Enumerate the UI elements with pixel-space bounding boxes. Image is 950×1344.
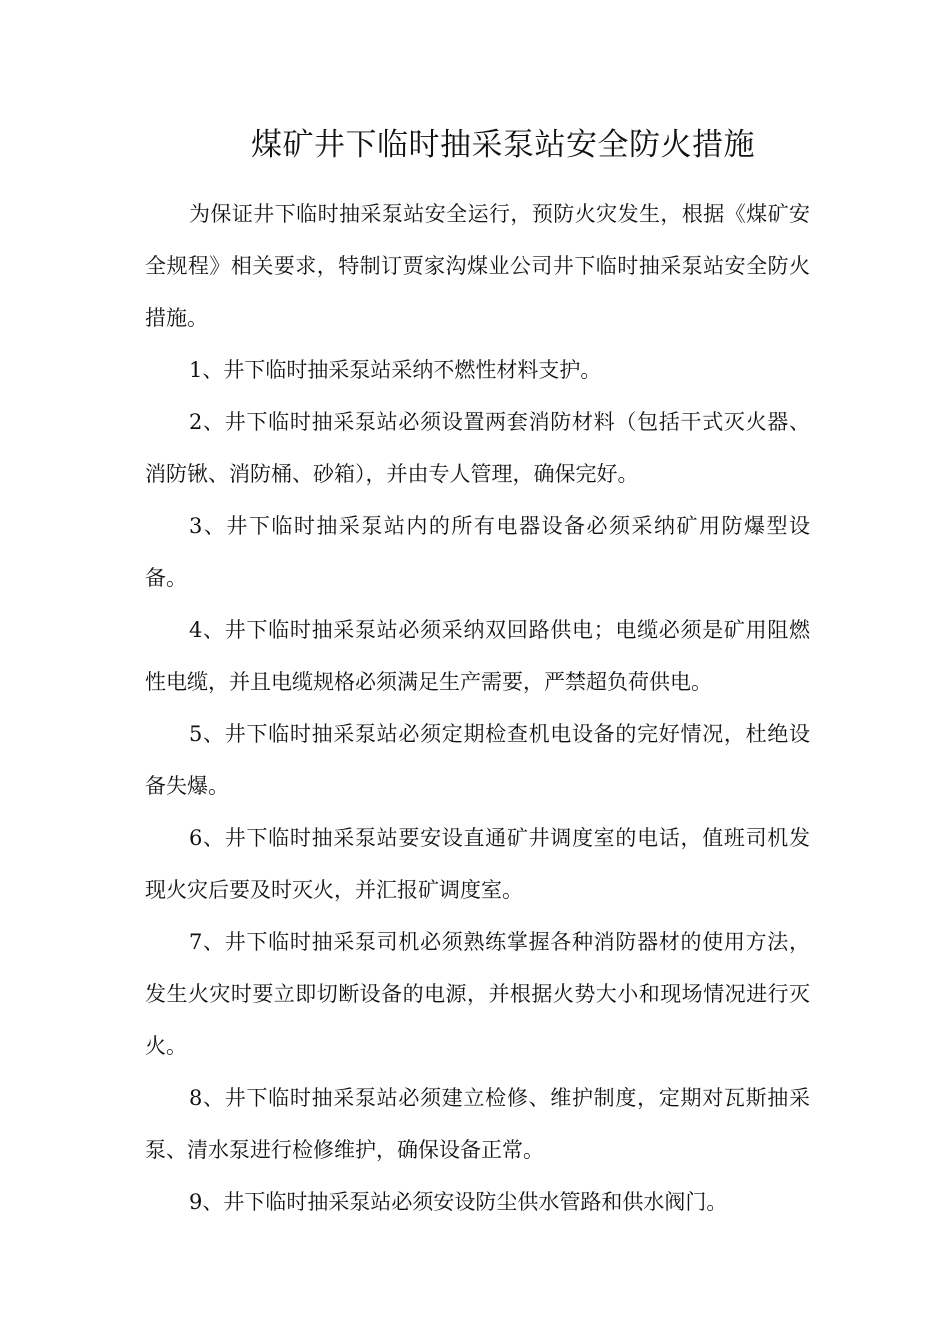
document-body — [145, 188, 810, 1228]
intro-paragraph: 为保证井下临时抽采泵站安全运行，预防火灾发生，根据《煤矿安全规程》相关要求，特制订贾家沟煤业公司井下临时抽采泵站安全防火措施。 — [145, 202, 810, 330]
measure-item-8: 8、井下临时抽采泵站必须建立检修、维护制度，定期对瓦斯抽采泵、清水泵进行检修维护，确保设备正常。 — [145, 1086, 810, 1162]
measure-item-1: 1、井下临时抽采泵站采纳不燃性材料支护。 — [189, 358, 602, 382]
measure-item-2: 2、井下临时抽采泵站必须设置两套消防材料（包括干式灭火器、消防锹、消防桶、砂箱），并由专人管理，确保完好。 — [145, 410, 810, 486]
measure-item-7: 7、井下临时抽采泵司机必须熟练掌握各种消防器材的使用方法，发生火灾时要立即切断设备的电源，并根据火势大小和现场情况进行灭火。 — [145, 930, 810, 1058]
measure-item-9: 9、井下临时抽采泵站必须安设防尘供水管路和供水阀门。 — [189, 1190, 728, 1214]
measure-item-6: 6、井下临时抽采泵站要安设直通矿井调度室的电话，值班司机发现火灾后要及时灭火，并汇报矿调度室。 — [145, 826, 810, 902]
measure-item-3: 3、井下临时抽采泵站内的所有电器设备必须采纳矿用防爆型设备。 — [145, 514, 810, 590]
document-title: 煤矿井下临时抽采泵站安全防火措施 — [251, 127, 755, 163]
measure-item-4: 4、井下临时抽采泵站必须采纳双回路供电；电缆必须是矿用阻燃性电缆，并且电缆规格必须满足生产需要，严禁超负荷供电。 — [145, 618, 810, 694]
measure-item-5: 5、井下临时抽采泵站必须定期检查机电设备的完好情况，杜绝设备失爆。 — [145, 722, 810, 798]
